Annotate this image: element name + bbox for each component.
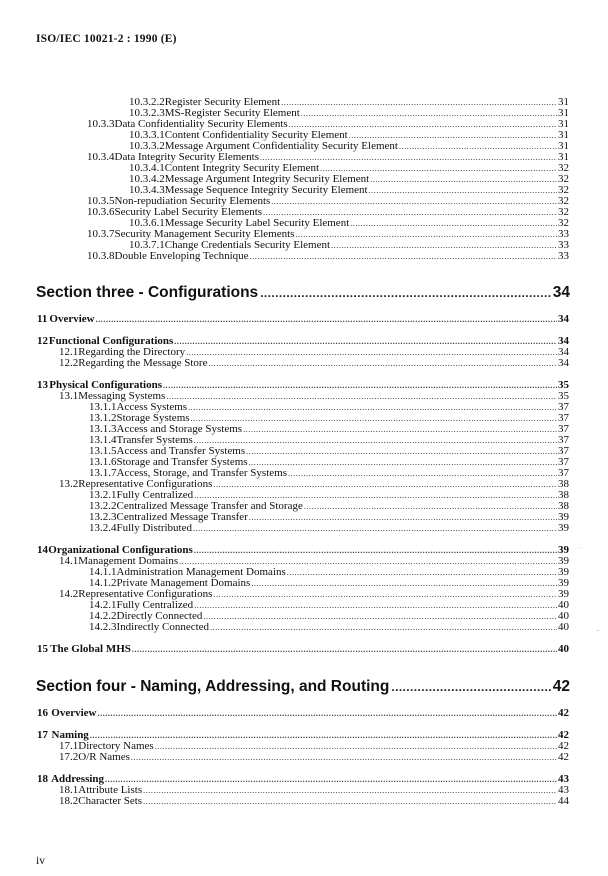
toc-title: Content Integrity Security Element xyxy=(164,162,320,174)
toc-leader xyxy=(391,678,550,696)
toc-title: Fully Centralized xyxy=(116,599,194,611)
toc-title: Fully Distributed xyxy=(116,522,192,534)
toc-number: 10.3.7.1 xyxy=(129,239,165,251)
toc-number: 17.2 xyxy=(59,751,79,763)
toc-number: 13.1.7 xyxy=(89,467,117,479)
toc-number: 18.1 xyxy=(59,784,79,796)
toc-page: 42 xyxy=(552,678,570,695)
toc-number: 10.3.4.2 xyxy=(129,173,165,185)
toc-entry[interactable] xyxy=(37,643,569,656)
toc-page: 33 xyxy=(558,228,569,240)
toc-title: The Global MHS xyxy=(50,643,131,655)
toc-title: Storage Systems xyxy=(116,412,190,424)
toc-page: 39 xyxy=(558,588,569,600)
toc-title: Access, Storage, and Transfer Systems xyxy=(116,467,287,479)
toc-title: Section four - Naming, Addressing, and Routing xyxy=(36,678,390,695)
toc-number: 10.3.4.3 xyxy=(129,184,165,196)
toc-entry[interactable] xyxy=(59,357,569,370)
toc-page: 42 xyxy=(558,740,569,752)
toc-number: 12.2 xyxy=(59,357,79,369)
toc-page: 37 xyxy=(558,434,569,446)
toc-title: Regarding the Directory xyxy=(78,346,186,358)
toc-entry[interactable] xyxy=(59,751,569,764)
toc-leader xyxy=(210,622,557,634)
toc-page: 40 xyxy=(558,610,569,622)
toc-number: 13.2.4 xyxy=(89,522,117,534)
toc-page: 39 xyxy=(558,522,569,534)
toc-title: Functional Configurations xyxy=(48,335,174,347)
toc-title: Administration Management Domains xyxy=(116,566,286,578)
toc-title: Security Management Security Elements xyxy=(114,228,295,240)
toc-leader xyxy=(193,523,557,535)
toc-number: 17.1 xyxy=(59,740,79,752)
toc-page: 32 xyxy=(558,217,569,229)
toc-title: Double Enveloping Technique xyxy=(114,250,249,262)
toc-page: 39 xyxy=(558,555,569,567)
toc-number: 13.1.3 xyxy=(89,423,117,435)
toc-title: Non-repudiation Security Elements xyxy=(114,195,271,207)
toc-number: 10.3.7 xyxy=(87,228,115,240)
toc-page: 33 xyxy=(558,239,569,251)
toc-page: 37 xyxy=(558,456,569,468)
toc-title: Security Label Security Elements xyxy=(114,206,263,218)
toc-title: Character Sets xyxy=(78,795,143,807)
toc-title: Transfer Systems xyxy=(116,434,193,446)
toc-number: 14.1.2 xyxy=(89,577,117,589)
toc-page: 33 xyxy=(558,250,569,262)
toc-page: 42 xyxy=(558,707,569,719)
toc-number: 11 xyxy=(37,313,48,325)
toc-title: Register Security Element xyxy=(164,96,281,108)
toc-page: 42 xyxy=(558,751,569,763)
toc-page: 32 xyxy=(558,184,569,196)
toc-title: Indirectly Connected xyxy=(116,621,210,633)
toc-page: 43 xyxy=(558,773,569,785)
toc-number: 10.3.3 xyxy=(87,118,115,130)
toc-page: 37 xyxy=(558,401,569,413)
toc-leader xyxy=(260,284,551,302)
toc-page: 40 xyxy=(558,621,569,633)
toc-number: 13 xyxy=(37,379,48,391)
scan-speck: ·˙· xyxy=(577,545,583,551)
toc-number: 10.3.2.3 xyxy=(129,107,165,119)
toc-page: 31 xyxy=(558,151,569,163)
page-number-footer: iv xyxy=(36,855,45,867)
toc-title: Content Confidentiality Security Element xyxy=(164,129,348,141)
toc-page: 35 xyxy=(558,390,569,402)
toc-number: 10.3.4.1 xyxy=(129,162,165,174)
toc-title: Management Domains xyxy=(78,555,179,567)
toc-title: Message Argument Confidentiality Security Element xyxy=(164,140,398,152)
toc-number: 14.1.1 xyxy=(89,566,117,578)
toc-title: Messaging Systems xyxy=(78,390,166,402)
toc-number: 10.3.4 xyxy=(87,151,115,163)
toc-page: 35 xyxy=(558,379,569,391)
toc-title: Storage and Transfer Systems xyxy=(116,456,248,468)
toc-title: Addressing xyxy=(51,773,105,785)
toc-number: 14 xyxy=(37,544,48,556)
toc-title: Organizational Configurations xyxy=(48,544,193,556)
toc-page: 34 xyxy=(552,284,570,301)
toc-leader xyxy=(250,251,557,263)
scan-speck: – xyxy=(596,628,600,634)
toc-number: 10.3.2.2 xyxy=(129,96,165,108)
toc-number: 10.3.3.2 xyxy=(129,140,165,152)
toc-number: 14.1 xyxy=(59,555,79,567)
toc-number: 13.2.3 xyxy=(89,511,117,523)
toc-page: 42 xyxy=(558,729,569,741)
toc-title: Overview xyxy=(49,313,95,325)
toc-number: 18 xyxy=(37,773,48,785)
toc-page: 40 xyxy=(558,643,569,655)
toc-page: 32 xyxy=(558,206,569,218)
toc-leader xyxy=(131,752,557,764)
toc-title: Data Integrity Security Elements xyxy=(114,151,259,163)
toc-page: 32 xyxy=(558,173,569,185)
toc-title: Message Security Label Security Element xyxy=(164,217,350,229)
toc-number: 13.1 xyxy=(59,390,79,402)
toc-title: Directory Names xyxy=(78,740,154,752)
toc-number: 13.2 xyxy=(59,478,79,490)
toc-page: 34 xyxy=(558,357,569,369)
toc-number: 13.1.4 xyxy=(89,434,117,446)
toc-title: Representative Configurations xyxy=(78,478,213,490)
toc-leader xyxy=(98,708,558,720)
toc-leader xyxy=(132,644,557,656)
toc-number: 10.3.8 xyxy=(87,250,115,262)
toc-title: Representative Configurations xyxy=(78,588,213,600)
toc-title: Message Sequence Integrity Security Element xyxy=(164,184,368,196)
toc-page: 31 xyxy=(558,107,569,119)
toc-page: 32 xyxy=(558,195,569,207)
toc-page: 37 xyxy=(558,467,569,479)
toc-page: 38 xyxy=(558,478,569,490)
toc-number: 16 xyxy=(37,707,48,719)
toc-page: 44 xyxy=(558,795,569,807)
toc-title: Message Argument Integrity Security Element xyxy=(164,173,370,185)
toc-page: 39 xyxy=(558,577,569,589)
toc-entry[interactable] xyxy=(37,707,569,720)
toc-leader xyxy=(143,796,557,808)
toc-page: 32 xyxy=(558,162,569,174)
toc-number: 14.2.2 xyxy=(89,610,117,622)
toc-number: 10.3.3.1 xyxy=(129,129,165,141)
toc-page: 31 xyxy=(558,96,569,108)
toc-title: Regarding the Message Store xyxy=(78,357,208,369)
toc-page: 39 xyxy=(558,566,569,578)
toc-leader xyxy=(208,358,557,370)
toc-page: 34 xyxy=(558,346,569,358)
toc-entry[interactable] xyxy=(89,522,569,535)
toc-page: 37 xyxy=(558,423,569,435)
toc-entry[interactable] xyxy=(59,795,569,808)
toc-entry[interactable] xyxy=(37,313,569,326)
toc-page: 31 xyxy=(558,140,569,152)
toc-title: Access Systems xyxy=(116,401,188,413)
toc-title: Section three - Configurations xyxy=(36,284,259,301)
toc-number: 10.3.6.1 xyxy=(129,217,165,229)
toc-page: 37 xyxy=(558,412,569,424)
toc-leader xyxy=(96,314,557,326)
toc-title: Directly Connected xyxy=(116,610,203,622)
toc-title: Overview xyxy=(51,707,97,719)
toc-title: Centralized Message Transfer xyxy=(116,511,248,523)
toc-page: 34 xyxy=(558,313,569,325)
toc-number: 13.1.6 xyxy=(89,456,117,468)
toc-title: Access and Storage Systems xyxy=(116,423,243,435)
toc-title: O/R Names xyxy=(78,751,130,763)
toc-page: 39 xyxy=(558,544,569,556)
toc-title: Data Confidentiality Security Elements xyxy=(114,118,288,130)
toc-title: Centralized Message Transfer and Storage xyxy=(116,500,303,512)
toc-title: Attribute Lists xyxy=(78,784,143,796)
toc-number: 10.3.5 xyxy=(87,195,115,207)
toc-number: 18.2 xyxy=(59,795,79,807)
toc-number: 13.1.1 xyxy=(89,401,117,413)
toc-page: 38 xyxy=(558,500,569,512)
toc-number: 14.2.1 xyxy=(89,599,117,611)
toc-number: 13.2.1 xyxy=(89,489,117,501)
toc-page: 37 xyxy=(558,445,569,457)
toc-page: 31 xyxy=(558,129,569,141)
toc-number: 12.1 xyxy=(59,346,79,358)
toc-entry[interactable] xyxy=(87,250,569,263)
toc-page: 38 xyxy=(558,489,569,501)
page-header: ISO/IEC 10021-2 : 1990 (E) xyxy=(36,33,177,45)
toc-page: 40 xyxy=(558,599,569,611)
toc-page: 39 xyxy=(558,511,569,523)
toc-title: Naming xyxy=(51,729,89,741)
toc-number: 12 xyxy=(37,335,48,347)
toc-entry[interactable] xyxy=(89,621,569,634)
toc-page: 43 xyxy=(558,784,569,796)
toc-title: Fully Centralized xyxy=(116,489,194,501)
toc-title: Physical Configurations xyxy=(49,379,163,391)
toc-section-heading[interactable] xyxy=(36,678,570,696)
toc-number: 10.3.6 xyxy=(87,206,115,218)
toc-title: Change Credentials Security Element xyxy=(164,239,331,251)
toc-number: 13.2.2 xyxy=(89,500,117,512)
toc-page: 34 xyxy=(558,335,569,347)
toc-title: Private Management Domains xyxy=(116,577,251,589)
toc-number: 13.1.2 xyxy=(89,412,117,424)
toc-number: 17 xyxy=(37,729,48,741)
toc-number: 13.1.5 xyxy=(89,445,117,457)
toc-section-heading[interactable] xyxy=(36,284,570,302)
toc-number: 14.2 xyxy=(59,588,79,600)
toc-number: 14.2.3 xyxy=(89,621,117,633)
toc-page: 31 xyxy=(558,118,569,130)
toc-title: Access and Transfer Systems xyxy=(116,445,246,457)
toc-number: 15 xyxy=(37,643,48,655)
toc-title: MS-Register Security Element xyxy=(164,107,300,119)
